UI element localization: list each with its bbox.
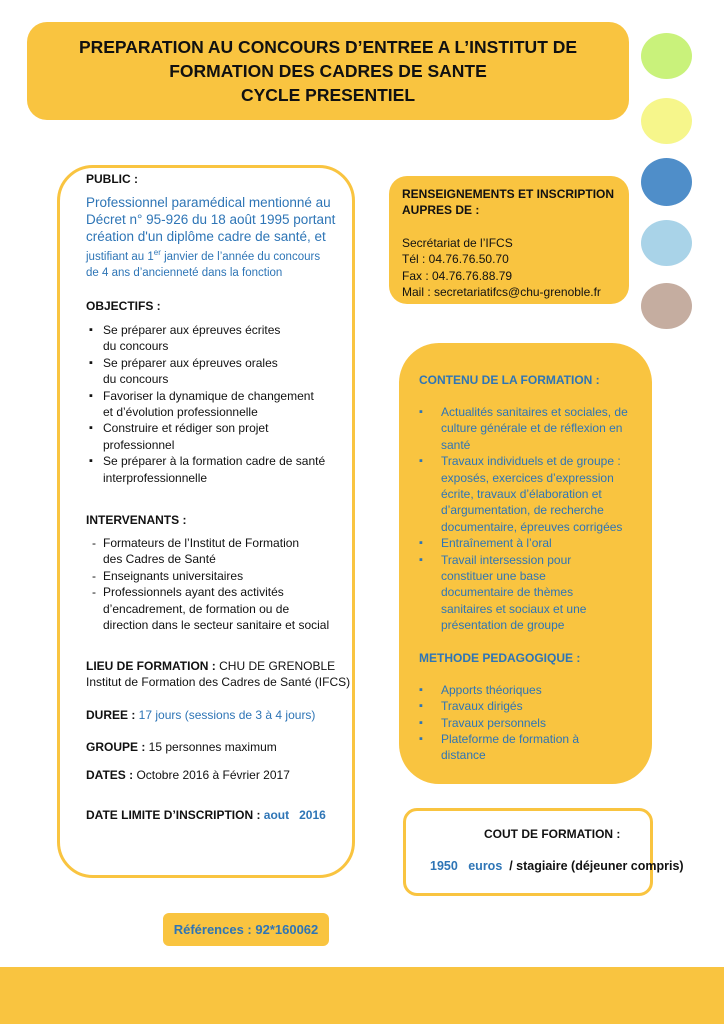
decorative-circle-taupe (641, 283, 692, 329)
decorative-circle-green (641, 33, 692, 79)
list-item: ▪ Construire et rédiger son projet professionnel (86, 420, 351, 453)
list-item: - Formateurs de l’Institut de Formation des Cadres de Santé (86, 535, 354, 568)
list-item: ▪ Actualités sanitaires et sociales, de culture générale et de réflexion en santé (419, 404, 638, 453)
cout-heading: COUT DE FORMATION : (484, 827, 621, 841)
methode-list (419, 682, 638, 764)
list-item: ▪ Plateforme de formation à distance (419, 731, 638, 764)
decorative-circle-blue (641, 158, 692, 206)
list-item: ▪ Travaux dirigés (419, 698, 638, 714)
cout-box (403, 808, 684, 896)
objectifs-heading: OBJECTIFS : (86, 299, 161, 313)
title-line-3: CYCLE PRESENTIEL (240, 85, 416, 105)
list-item: ▪ Favoriser la dynamique de changement et d’évolution professionnelle (86, 388, 351, 421)
list-item: ▪ Travaux individuels et de groupe : exposés, exercices d’expression écrite, travaux d’élaboration et d’argumentation, de recherche documentaire, épreuves corrigées (419, 453, 638, 535)
contenu-box (399, 343, 652, 784)
contenu-list (419, 404, 638, 634)
phone-number: Tél : 04.76.76.50.70 (402, 252, 509, 267)
contenu-heading: CONTENU DE LA FORMATION : (419, 373, 600, 387)
objectifs-list (86, 322, 351, 486)
list-item: ▪ Apports théoriques (419, 682, 638, 698)
date-limite-inscription: DATE LIMITE D’INSCRIPTION : aout 2016 (86, 808, 326, 822)
secretariat: Secrétariat de l’IFCS (402, 235, 513, 250)
cout-value: 1950 euros / stagiaire (déjeuner compris) (430, 859, 684, 873)
email-address: Mail : secretariatifcs@chu-grenoble.fr (402, 285, 601, 300)
intervenants-heading: INTERVENANTS : (86, 513, 187, 527)
public-heading: PUBLIC : (86, 172, 138, 186)
dates: DATES : Octobre 2016 à Février 2017 (86, 768, 290, 782)
list-item: ▪ Entraînement à l’oral (419, 535, 638, 551)
intervenants-list (86, 535, 354, 633)
lieu-formation: LIEU DE FORMATION : CHU DE GRENOBLE Institut de Formation des Cadres de Santé (IFCS) (86, 659, 351, 690)
title-line-2: FORMATION DES CADRES DE SANTE (169, 61, 487, 81)
list-item: ▪ Se préparer à la formation cadre de santé interprofessionnelle (86, 453, 351, 486)
list-item: ▪ Travaux personnels (419, 715, 638, 731)
title-banner (27, 22, 629, 120)
list-item: - Enseignants universitaires (86, 568, 354, 584)
methode-heading: METHODE PEDAGOGIQUE : (419, 650, 581, 665)
duree: DUREE : 17 jours (sessions de 3 à 4 jours) (86, 708, 316, 722)
renseignements-box: RENSEIGNEMENTS ET INSCRIPTION AUPRES DE : Secrétariat de l’IFCS Tél : 04.76.76.50.70 Fax : 04.76.76.88.79 Mail : secretariatifcs@chu-grenoble.fr (389, 176, 629, 304)
list-item: ▪ Travail intersession pour constituer une base documentaire de thèmes sanitaires et sociaux et une présentation de groupe (419, 552, 638, 634)
list-item: ▪ Se préparer aux épreuves écrites du concours (86, 322, 351, 355)
groupe: GROUPE : 15 personnes maximum (86, 740, 277, 754)
public-description: Professionnel paramédical mentionné au Décret n° 95-926 du 18 août 1995 portant création d'un diplôme cadre de santé, et justifiant au 1er janvier de l’année du concours de 4 ans d’ancienneté dans la fonction (86, 195, 336, 279)
renseignements-heading: RENSEIGNEMENTS ET INSCRIPTION (402, 187, 615, 201)
title-line-1: PREPARATION AU CONCOURS D’ENTREE A L’INSTITUT DE (78, 37, 578, 57)
reference-badge: Références : 92*160062 (163, 913, 329, 946)
list-item: ▪ Se préparer aux épreuves orales du concours (86, 355, 351, 388)
decorative-circle-yellow (641, 98, 692, 144)
fax-number: Fax : 04.76.76.88.79 (402, 268, 513, 283)
decorative-circle-light-blue (641, 220, 692, 266)
list-item: - Professionnels ayant des activités d’encadrement, de formation ou de direction dans le secteur sanitaire et social (86, 584, 354, 633)
footer-band (0, 967, 724, 1024)
